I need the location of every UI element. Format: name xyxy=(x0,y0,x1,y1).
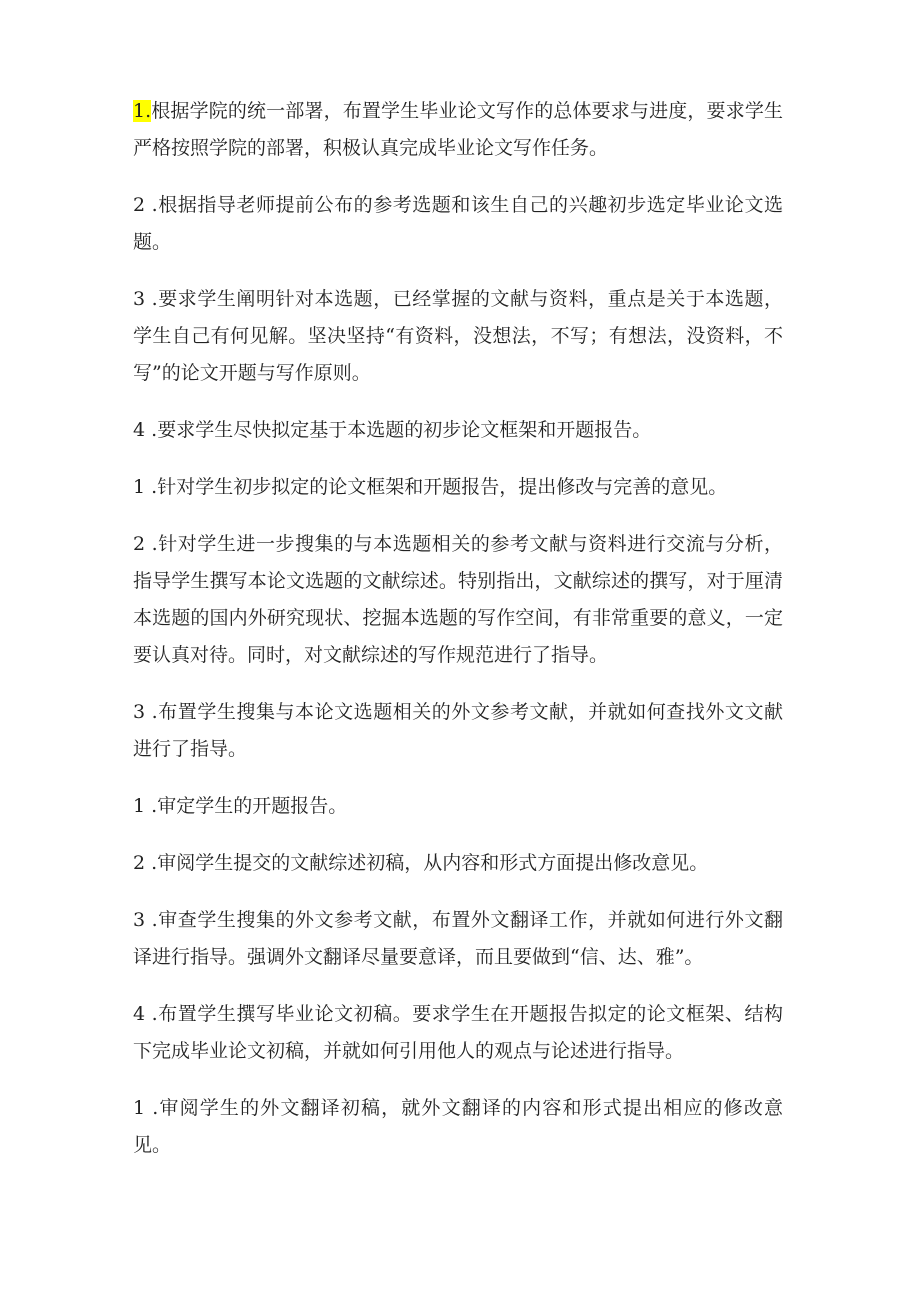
item-text: 布置学生撰写毕业论文初稿。要求学生在开题报告拟定的论文框架、结构下完成毕业论文初稿，并就如何引用他人的观点与论述进行指导。 xyxy=(133,1003,783,1062)
document-body xyxy=(133,93,783,1184)
item-text: 审阅学生的外文翻译初稿，就外文翻译的内容和形式提出相应的修改意见。 xyxy=(133,1097,783,1156)
item-separator: . xyxy=(145,100,152,122)
item-separator: . xyxy=(145,701,158,723)
item-separator: . xyxy=(145,288,158,310)
item-separator: . xyxy=(145,194,158,216)
item-number: 2 xyxy=(133,194,146,216)
item-separator: . xyxy=(145,476,158,498)
item-text: 根据指导老师提前公布的参考选题和该生自己的兴趣初步选定毕业论文选题。 xyxy=(133,194,783,253)
item-number: 3 xyxy=(133,701,146,723)
item-text: 要求学生尽快拟定基于本选题的初步论文框架和开题报告。 xyxy=(157,419,652,441)
item-number: 1 xyxy=(133,1097,146,1119)
list-item xyxy=(133,902,783,976)
item-separator: . xyxy=(145,795,158,817)
item-separator: . xyxy=(145,533,158,555)
list-item xyxy=(133,281,783,392)
item-separator: . xyxy=(145,909,158,931)
list-item xyxy=(133,996,783,1070)
list-item xyxy=(133,845,783,882)
item-text: 审阅学生提交的文献综述初稿，从内容和形式方面提出修改意见。 xyxy=(157,852,709,874)
item-separator: . xyxy=(145,1097,159,1119)
item-separator: . xyxy=(145,852,158,874)
item-text: 审查学生搜集的外文参考文献，布置外文翻译工作，并就如何进行外文翻译进行指导。强调外文翻译尽量要意译，而且要做到“信、达、雅”。 xyxy=(133,909,783,968)
item-text: 针对学生进一步搜集的与本选题相关的参考文献与资料进行交流与分析，指导学生撰写本论文选题的文献综述。特别指出，文献综述的撰写，对于厘清本选题的国内外研究现状、挖掘本选题的写作空间，有非常重要的意义，一定要认真对待。同时，对文献综述的写作规范进行了指导。 xyxy=(133,533,783,666)
item-text: 针对学生初步拟定的论文框架和开题报告，提出修改与完善的意见。 xyxy=(157,476,728,498)
item-number: 2 xyxy=(133,852,146,874)
list-item xyxy=(133,694,783,768)
item-number: 3 xyxy=(133,909,146,931)
item-text: 根据学院的统一部署，布置学生毕业论文写作的总体要求与进度，要求学生严格按照学院的部署，积极认真完成毕业论文写作任务。 xyxy=(133,100,783,159)
list-item xyxy=(133,412,783,449)
item-text: 审定学生的开题报告。 xyxy=(157,795,348,817)
item-number: 4 xyxy=(133,419,146,441)
list-item xyxy=(133,1090,783,1164)
item-number: 1 xyxy=(133,476,146,498)
item-number: 4 xyxy=(133,1003,146,1025)
item-text: 布置学生搜集与本论文选题相关的外文参考文献，并就如何查找外文文献进行了指导。 xyxy=(133,701,783,760)
item-number: 1 xyxy=(133,100,146,122)
list-item xyxy=(133,469,783,506)
item-number: 2 xyxy=(133,533,146,555)
list-item xyxy=(133,526,783,674)
item-text: 要求学生阐明针对本选题，已经掌握的文献与资料，重点是关于本选题，学生自己有何见解。坚决坚持“有资料，没想法，不写；有想法，没资料，不写”的论文开题与写作原则。 xyxy=(133,288,783,384)
item-number: 3 xyxy=(133,288,146,310)
list-item xyxy=(133,93,783,167)
item-separator: . xyxy=(145,419,158,441)
list-item xyxy=(133,788,783,825)
item-number: 1 xyxy=(133,795,146,817)
item-separator: . xyxy=(145,1003,158,1025)
list-item xyxy=(133,187,783,261)
